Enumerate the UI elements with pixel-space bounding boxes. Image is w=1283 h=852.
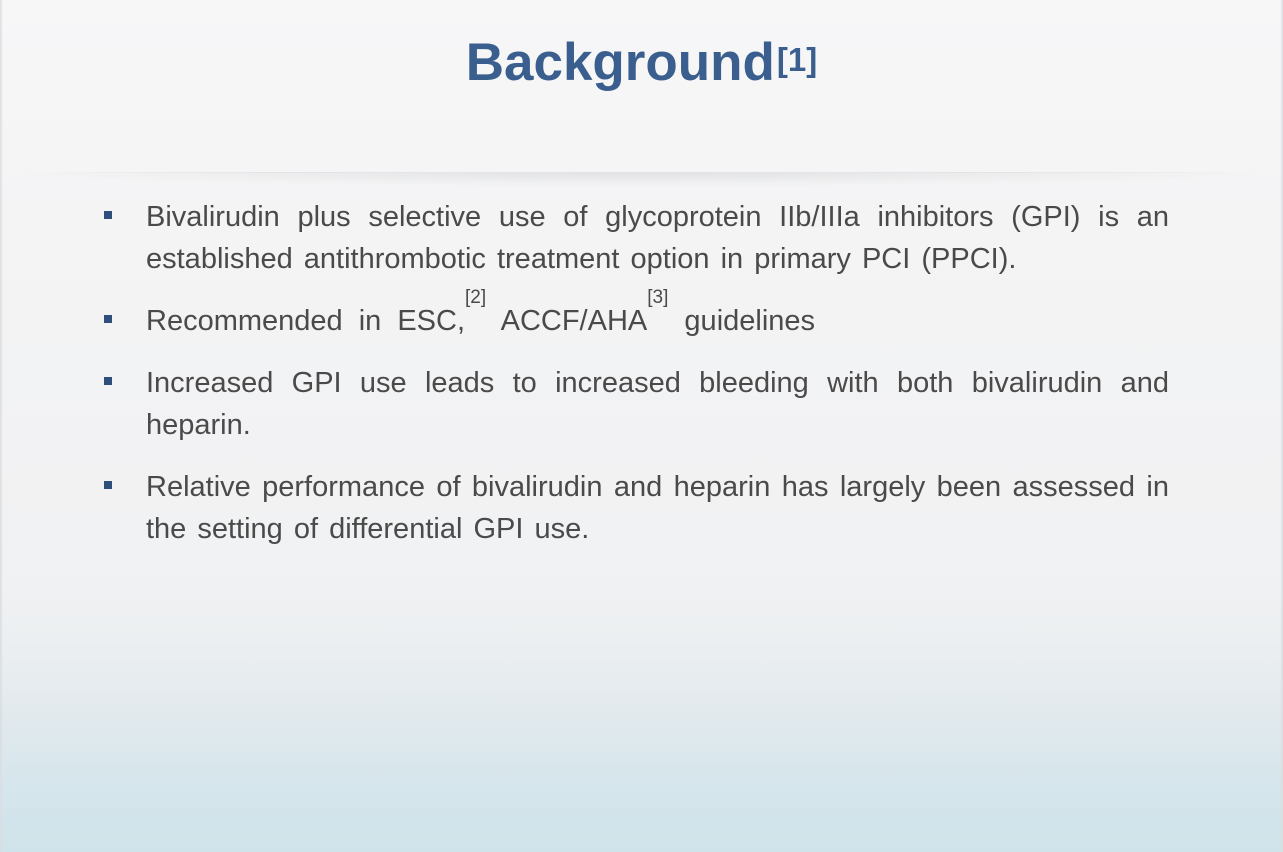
bullet-text: ACCF/AHA [486, 305, 648, 337]
slide-title [0, 33, 1283, 92]
square-bullet-icon [104, 481, 112, 489]
reference-marker: [3] [647, 287, 669, 308]
bullet-item [104, 287, 1169, 342]
bullet-item [104, 466, 1169, 550]
square-bullet-icon [104, 315, 112, 323]
bullet-item [104, 362, 1169, 446]
bullet-item [104, 196, 1169, 280]
square-bullet-icon [104, 377, 112, 385]
slide-title-text: Background [465, 33, 775, 92]
bullet-text: Recommended in ESC, [146, 305, 466, 337]
reference-marker: [2] [465, 287, 487, 308]
bullet-text: guidelines [668, 305, 816, 337]
title-reference: [1] [776, 41, 818, 78]
bullet-text: Relative performance of bivalirudin and heparin has largely been assessed in the setting of differential GPI use. [146, 471, 1169, 545]
title-divider-shadow [30, 172, 1253, 186]
square-bullet-icon [104, 211, 112, 219]
bullet-list [104, 196, 1169, 570]
title-divider [40, 172, 1243, 173]
bullet-text: Bivalirudin plus selective use of glycoprotein IIb/IIIa inhibitors (GPI) is an established antithrombotic treatment option in primary PCI (PPCI). [146, 201, 1169, 275]
bullet-text: Increased GPI use leads to increased bleeding with both bivalirudin and heparin. [146, 367, 1169, 441]
